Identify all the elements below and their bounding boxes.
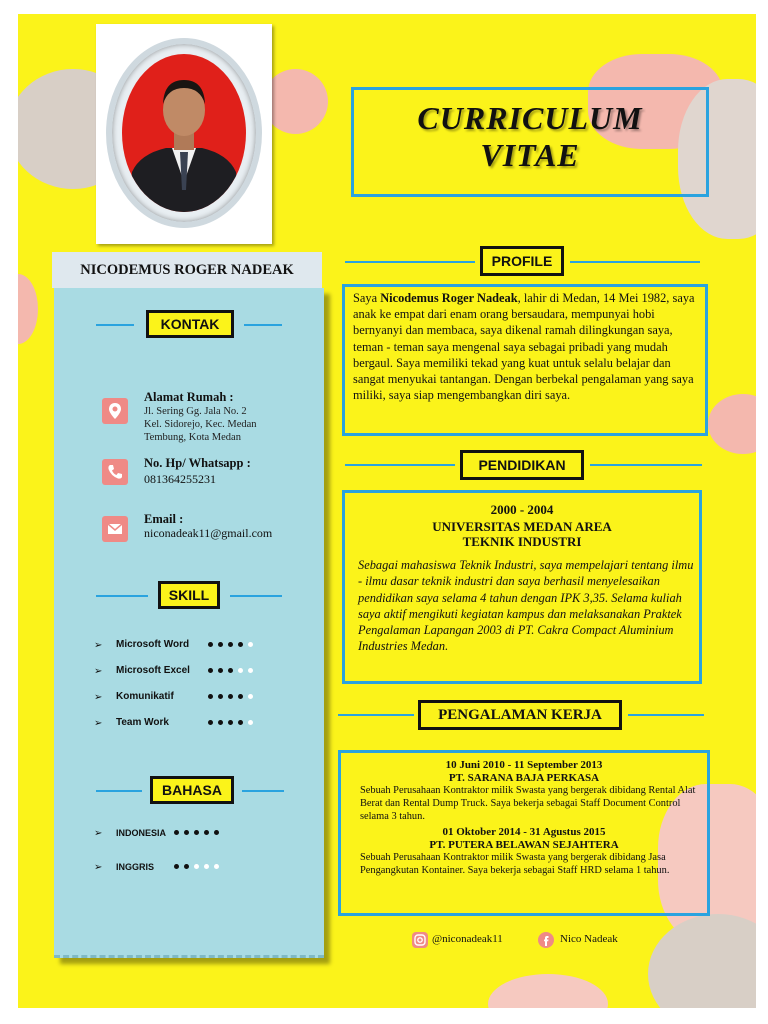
level-dot (238, 642, 243, 647)
education-years: 2000 - 2004 (490, 502, 554, 517)
decor-blob (708, 394, 756, 454)
job-company: PT. SARANA BAJA PERKASA (448, 772, 600, 784)
section-divider (96, 595, 148, 597)
skill-level (208, 720, 258, 725)
profile-photo (122, 54, 246, 212)
level-dot (208, 642, 213, 647)
cv-page (18, 14, 756, 1008)
email-label: Email : (144, 512, 184, 526)
level-dot (228, 668, 233, 673)
level-dot (228, 720, 233, 725)
bullet-arrow: ➢ (94, 862, 103, 873)
section-divider (96, 790, 142, 792)
level-dot (248, 720, 253, 725)
section-divider (345, 261, 475, 263)
profile-heading: PROFILE (480, 246, 564, 276)
language-level (174, 830, 224, 835)
bullet-arrow: ➢ (94, 828, 103, 839)
level-dot (184, 864, 189, 869)
section-divider (244, 324, 282, 326)
level-dot (248, 642, 253, 647)
level-dot (174, 830, 179, 835)
level-dot (194, 830, 199, 835)
level-dot (214, 864, 219, 869)
email-value[interactable]: niconadeak11@gmail.com (144, 526, 273, 540)
location-pin-icon (102, 398, 128, 424)
address-label: Alamat Rumah : (144, 390, 234, 404)
level-dot (208, 668, 213, 673)
level-dot (204, 864, 209, 869)
section-divider (230, 595, 282, 597)
level-dot (184, 830, 189, 835)
kontak-heading: KONTAK (146, 310, 234, 338)
section-divider (96, 324, 134, 326)
skill-label: Komunikatif (116, 691, 174, 702)
level-dot (218, 694, 223, 699)
profile-text (353, 290, 703, 403)
phone-label: No. Hp/ Whatsapp : (144, 456, 251, 470)
skill-label: Microsoft Word (116, 639, 190, 650)
job-description: Sebuah Perusahaan Kontraktor milik Swasta yang bergerak dibidang Rental Alat Berat dan Rental Dump Truck. Saya bekerja sebagai Staff Document Control selama 3 tahun. (360, 785, 696, 822)
facebook-name[interactable]: Nico Nadeak (560, 933, 618, 945)
full-name: NICODEMUS ROGER NADEAK (52, 252, 322, 288)
skill-label: Team Work (116, 717, 169, 728)
job-period: 01 Oktober 2014 - 31 Agustus 2015 (442, 826, 606, 838)
decor-blob (648, 914, 756, 1008)
profile-photo-frame (106, 38, 262, 228)
left-panel (54, 288, 324, 958)
address-line: Kel. Sidorejo, Kec. Medan (144, 419, 257, 430)
skill-label: Microsoft Excel (116, 665, 190, 676)
decor-blob (263, 69, 328, 134)
bullet-arrow: ➢ (94, 666, 103, 677)
mail-icon (102, 516, 128, 542)
language-level (174, 864, 224, 869)
bullet-arrow: ➢ (94, 640, 103, 651)
section-divider (590, 464, 702, 466)
level-dot (208, 720, 213, 725)
profile-photo-card (96, 24, 272, 244)
skill-heading: SKILL (158, 581, 220, 609)
education-school: UNIVERSITAS MEDAN AREA (432, 519, 612, 534)
job-period: 10 Juni 2010 - 11 September 2013 (445, 759, 603, 771)
bahasa-heading: BAHASA (150, 776, 234, 804)
cv-title-box (351, 87, 709, 197)
profile-name: Nicodemus Roger Nadeak (380, 291, 518, 305)
phone-value[interactable]: 081364255231 (144, 472, 216, 486)
section-divider (242, 790, 284, 792)
instagram-icon (412, 932, 428, 948)
job-company: PT. PUTERA BELAWAN SEJAHTERA (429, 839, 619, 851)
facebook-icon (538, 932, 554, 948)
level-dot (218, 720, 223, 725)
section-divider (570, 261, 700, 263)
cv-title-line1: CURRICULUM (417, 100, 643, 136)
decor-blob (18, 274, 38, 344)
skill-level (208, 694, 258, 699)
level-dot (238, 694, 243, 699)
level-dot (248, 668, 253, 673)
instagram-handle[interactable]: @niconadeak11 (432, 933, 503, 945)
decor-blob (488, 974, 608, 1008)
section-divider (338, 714, 414, 716)
education-description: Sebagai mahasiswa Teknik Industri, saya mempelajari tentang ilmu - ilmu dasar teknik industri dan saya berhasil menyelesaikan pendidikan saya selama 4 tahun dengan IPK 3,35. Selama kuliah saya aktif mengikuti kegiatan kampus dan melaksanakan Praktek Pengalaman Lapangan 2003 di PT. Cakra Compact Aluminium Industries Medan. (358, 558, 694, 654)
level-dot (238, 720, 243, 725)
bullet-arrow: ➢ (94, 692, 103, 703)
profile-text-part: , lahir di Medan, 14 Mei 1982, saya anak ke empat dari enam orang bersaudara, mempunyai hobi bernyanyi dan membaca, saya dikenal ramah dilingkungan saya, teman - teman saya mengenal saya sebagai pribadi yang mudah bergaul. Saya memiliki tekad yang kuat untuk selalu belajar dan sangat menyukai tantangan. Dengan berbekal pengalaman yang saya miliki, saya siap mengembangkan diri saya. (353, 291, 695, 403)
language-label: INGGRIS (116, 862, 155, 872)
level-dot (204, 830, 209, 835)
level-dot (238, 668, 243, 673)
profile-text-part: Saya (353, 291, 381, 305)
section-divider (345, 464, 455, 466)
address-line: Jl. Sering Gg. Jala No. 2 (144, 406, 247, 417)
skill-level (208, 668, 258, 673)
language-label: INDONESIA (116, 828, 167, 838)
level-dot (228, 694, 233, 699)
level-dot (194, 864, 199, 869)
pendidikan-heading: PENDIDIKAN (460, 450, 584, 480)
phone-icon (102, 459, 128, 485)
level-dot (208, 694, 213, 699)
cv-title-line2: VITAE (480, 137, 580, 173)
bullet-arrow: ➢ (94, 718, 103, 729)
level-dot (174, 864, 179, 869)
level-dot (214, 830, 219, 835)
section-divider (628, 714, 704, 716)
level-dot (218, 668, 223, 673)
level-dot (218, 642, 223, 647)
level-dot (248, 694, 253, 699)
address-line: Tembung, Kota Medan (144, 432, 241, 443)
pengalaman-heading: PENGALAMAN KERJA (418, 700, 622, 730)
job-description: Sebuah Perusahaan Kontraktor milik Swasta yang bergerak dibidang Jasa Pengangkutan Kontainer. Saya bekerja sebagai Staff HRD selama 1 tahun. (360, 852, 670, 876)
education-major: TEKNIK INDUSTRI (462, 534, 582, 549)
skill-level (208, 642, 258, 647)
level-dot (228, 642, 233, 647)
